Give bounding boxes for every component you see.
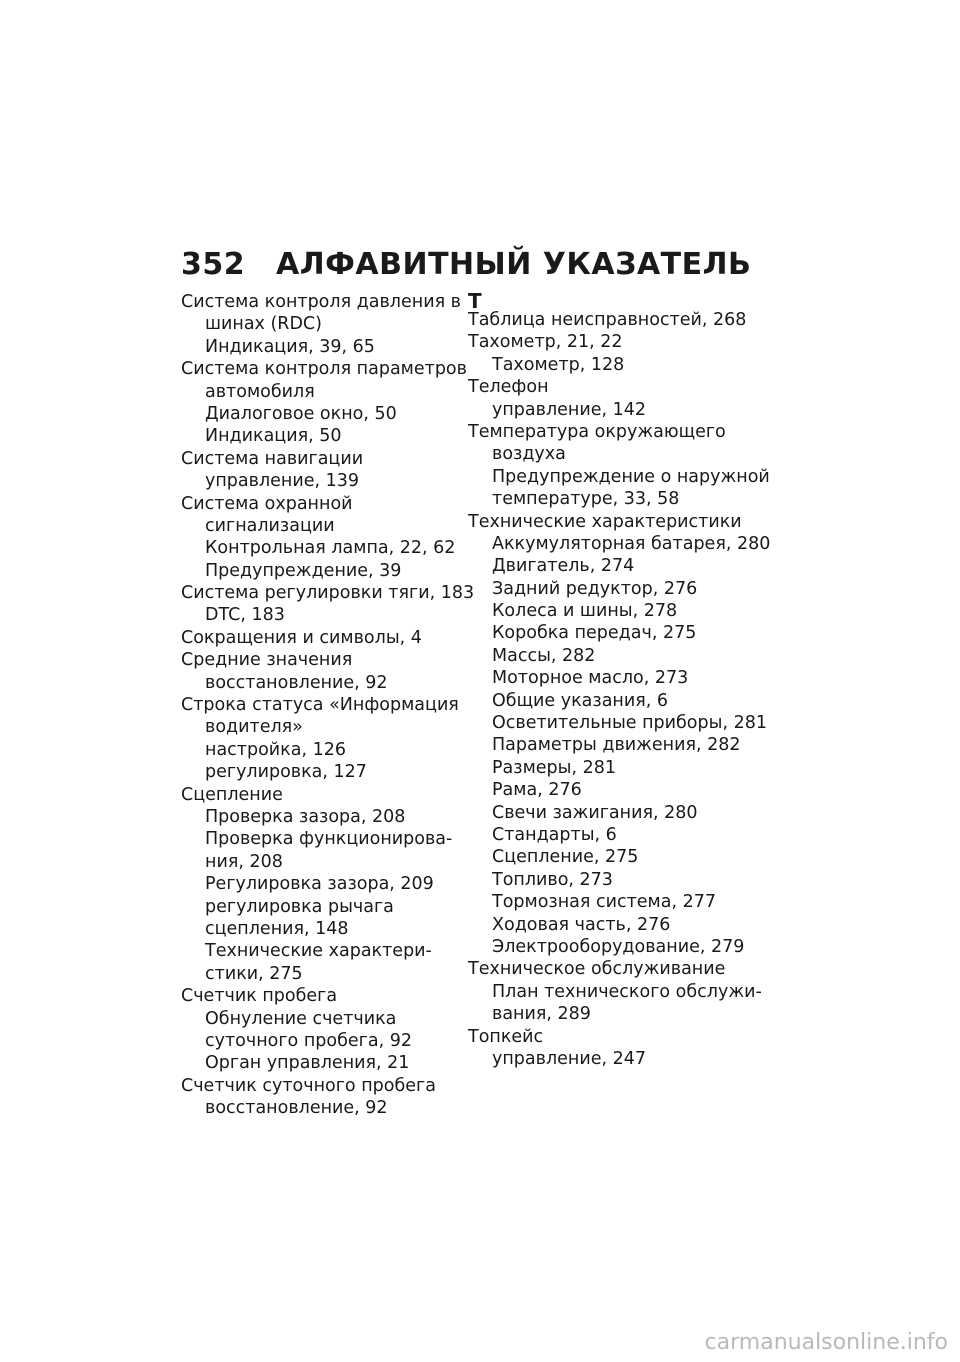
watermark: carmanualsonline.info (704, 1330, 948, 1355)
index-subentry: управление, 247 (492, 1048, 647, 1069)
section-letter: Т (468, 289, 482, 313)
index-entry: Средние значения (181, 650, 353, 671)
index-subentry: Предупреждение о наружной (492, 466, 770, 487)
index-entry: Система регулировки тяги, 183 (181, 583, 475, 604)
index-subentry: Проверка функционирова- (205, 829, 453, 850)
index-entry: Топкейс (468, 1026, 544, 1047)
index-subentry: Орган управления, 21 (205, 1053, 410, 1074)
index-entry: Счетчик пробега (181, 986, 338, 1007)
index-subentry: температуре, 33, 58 (492, 489, 680, 510)
index-subentry: Свечи зажигания, 280 (492, 802, 698, 823)
index-column-left (181, 291, 475, 1119)
index-subentry: Аккумуляторная батарея, 280 (492, 533, 771, 554)
index-entry: Сцепление (181, 784, 283, 805)
index-entry: Система контроля давления в (181, 292, 461, 312)
index-entry: Температура окружающего (468, 421, 726, 442)
index-subentry: управление, 142 (492, 399, 647, 420)
index-subentry: регулировка рычага (205, 896, 394, 917)
index-subentry: восстановление, 92 (205, 672, 388, 693)
index-entry: Система охранной (181, 493, 353, 514)
index-subentry: стики, 275 (205, 963, 303, 984)
index-subentry: План технического обслужи- (492, 981, 762, 1002)
index-subentry: Диалоговое окно, 50 (205, 403, 397, 424)
index-subentry: автомобиля (205, 381, 315, 402)
index-subentry: Размеры, 281 (492, 757, 617, 778)
index-subentry: водителя» (205, 717, 303, 738)
index-subentry: Двигатель, 274 (492, 556, 635, 577)
index-subentry: суточного пробега, 92 (205, 1030, 412, 1051)
index-subentry: Осветительные приборы, 281 (492, 713, 767, 734)
index-entry: Счетчик суточного пробега (181, 1075, 436, 1096)
index-subentry: Массы, 282 (492, 645, 596, 666)
index-subentry: Сцепление, 275 (492, 847, 639, 868)
page-header (181, 244, 751, 284)
index-subentry: Регулировка зазора, 209 (205, 874, 434, 895)
index-subentry: Параметры движения, 282 (492, 735, 741, 756)
index-subentry: Проверка зазора, 208 (205, 806, 406, 827)
index-entry: Строка статуса «Информация (181, 695, 459, 716)
index-subentry: вания, 289 (492, 1004, 591, 1025)
index-subentry: шинах (RDC) (205, 314, 322, 335)
index-subentry: сигнализации (205, 515, 335, 536)
index-subentry: ния, 208 (205, 851, 283, 872)
index-subentry: Технические характери- (205, 941, 432, 962)
index-subentry: DTC, 183 (205, 605, 285, 626)
index-entry: Сокращения и символы, 4 (181, 627, 422, 648)
index-subentry: воздуха (492, 444, 566, 465)
index-entry: Таблица неисправностей, 268 (468, 310, 747, 330)
index-subentry: Контрольная лампа, 22, 62 (205, 538, 456, 559)
index-subentry: Топливо, 273 (492, 869, 613, 890)
index-subentry: Моторное масло, 273 (492, 668, 689, 689)
index-subentry: Ходовая часть, 276 (492, 914, 671, 935)
index-subentry: регулировка, 127 (205, 762, 367, 783)
index-entry: Техническое обслуживание (468, 959, 726, 980)
index-subentry: Тахометр, 128 (492, 354, 625, 375)
index-entry: Тахометр, 21, 22 (468, 332, 623, 353)
index-entry: Система навигации (181, 448, 364, 469)
index-entry: Телефон (468, 377, 549, 398)
index-subentry: Рама, 276 (492, 780, 582, 801)
index-subentry: Коробка передач, 275 (492, 623, 697, 644)
index-entry: Система контроля параметров (181, 359, 467, 380)
index-subentry: Стандарты, 6 (492, 824, 617, 845)
index-subentry: Задний редуктор, 276 (492, 578, 698, 599)
index-column-right (468, 289, 771, 1070)
index-subentry: Тормозная система, 277 (492, 892, 717, 913)
index-subentry: Индикация, 39, 65 (205, 336, 375, 357)
page-title: АЛФАВИТНЫЙ УКАЗАТЕЛЬ (276, 246, 752, 282)
index-subentry: Обнуление счетчика (205, 1008, 397, 1029)
index-subentry: восстановление, 92 (205, 1098, 388, 1119)
index-subentry: сцепления, 148 (205, 918, 349, 939)
index-subentry: Общие указания, 6 (492, 690, 669, 711)
page-number: 352 (181, 246, 246, 282)
index-subentry: Индикация, 50 (205, 426, 342, 447)
index-subentry: управление, 139 (205, 471, 360, 492)
index-subentry: Электрооборудование, 279 (492, 936, 745, 957)
index-subentry: Колеса и шины, 278 (492, 601, 678, 622)
index-subentry: настройка, 126 (205, 739, 346, 760)
index-entry: Технические характеристики (468, 511, 742, 532)
index-subentry: Предупреждение, 39 (205, 560, 402, 581)
